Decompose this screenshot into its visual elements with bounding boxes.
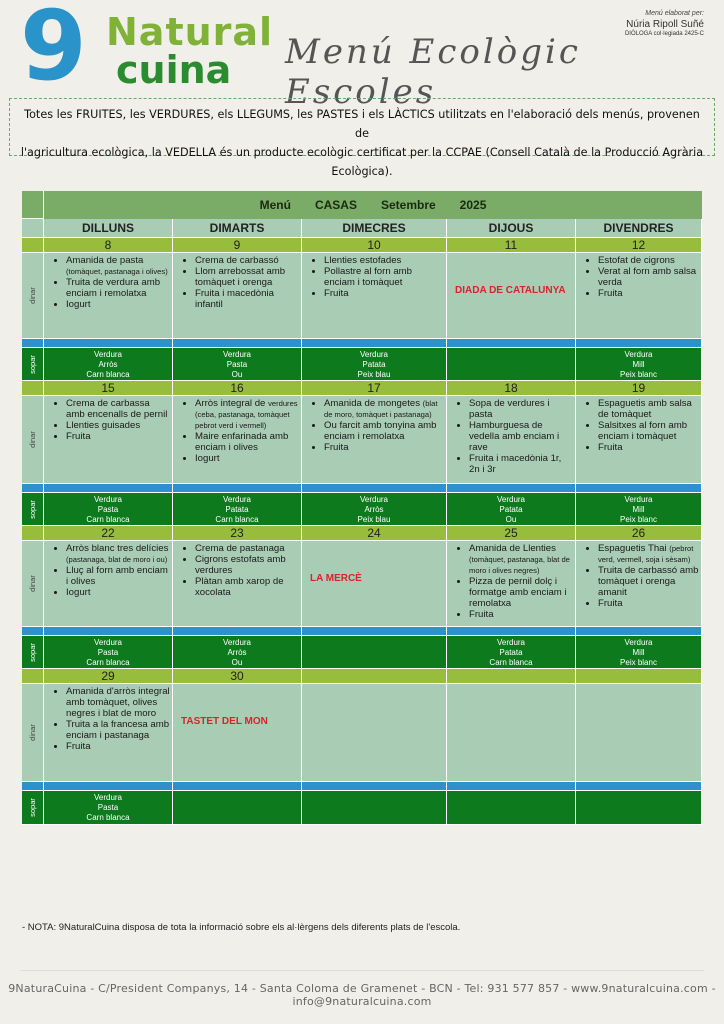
author-name: Núria Ripoll Suñé <box>626 18 704 30</box>
dinner-item: Carn blanca <box>86 658 130 667</box>
dish-name: Crema de pastanaga <box>195 543 285 554</box>
date-number <box>576 669 702 684</box>
date-number: 11 <box>447 238 576 253</box>
dish-list <box>447 396 575 475</box>
lunch-cell <box>302 396 447 484</box>
lunch-cell <box>302 253 447 339</box>
separator-cell <box>576 627 702 636</box>
row-side-label <box>22 636 44 669</box>
intro-notice <box>9 98 715 178</box>
dinner-cell <box>447 348 576 381</box>
dish-list <box>302 396 446 453</box>
separator-cell <box>447 782 576 791</box>
dinner-item: Verdura <box>93 495 123 504</box>
meal-label: sopar <box>27 499 37 519</box>
dish-name: Amanida de pasta <box>66 255 144 266</box>
meal-label: sopar <box>27 642 37 662</box>
dish-item <box>66 565 170 587</box>
dish-item <box>66 299 170 310</box>
lunch-cell <box>44 684 173 782</box>
page-title: Menú Ecològic Escoles <box>285 32 581 112</box>
separator-bar <box>22 782 702 791</box>
dish-name: Espaguetis amb salsa de tomàquet <box>598 398 692 420</box>
separator-bar <box>22 339 702 348</box>
logo-nine: 9 <box>20 0 87 102</box>
dinner-cell <box>302 493 447 526</box>
dish-item <box>195 288 299 310</box>
dish-item <box>598 565 699 598</box>
dish-list <box>44 396 172 442</box>
separator-cell <box>302 627 447 636</box>
dish-name: Truita de carbassó amb tomàquet i orenga amanit <box>598 565 699 598</box>
dish-name: Fruita i macedònia infantil <box>195 288 274 310</box>
dish-name: Arròs blanc tres delícies <box>66 543 169 554</box>
dinner-item: Verdura <box>359 495 389 504</box>
dish-detail: (blat de moro, tomàquet i pastanaga) <box>324 399 438 419</box>
dish-item <box>324 288 444 299</box>
menu-label: Menú <box>259 198 291 212</box>
dish-name: Verat al forn amb salsa verda <box>598 266 697 288</box>
separator-bar <box>22 484 702 493</box>
author-credential: DIÒLOGA col·legiada 2425-C <box>624 31 704 38</box>
dish-item <box>598 543 699 565</box>
date-row <box>22 669 702 684</box>
date-number: 25 <box>447 526 576 541</box>
dish-name: Crema de carbassó <box>195 255 279 266</box>
separator-cell <box>22 782 44 791</box>
separator-cell <box>22 339 44 348</box>
separator-cell <box>44 782 173 791</box>
dinner-item: Ou <box>231 658 243 667</box>
dish-name: Pollastre al forn amb enciam i tomàquet <box>324 266 412 288</box>
lunch-cell <box>576 253 702 339</box>
menu-table <box>22 191 702 825</box>
date-row <box>22 381 702 396</box>
holiday-label: TASTET DEL MON <box>181 716 268 727</box>
dinner-item: Verdura <box>496 495 526 504</box>
dish-item <box>66 587 170 598</box>
dish-name: Iogurt <box>195 453 220 464</box>
dish-name: Pizza de pernil dolç i formatge amb enciam i remolatxa <box>469 576 567 609</box>
dinner-cell <box>302 791 447 825</box>
dinner-cell <box>576 493 702 526</box>
dinner-row <box>22 348 702 381</box>
row-side-label <box>22 669 44 684</box>
month-name: Setembre <box>380 198 436 212</box>
dinner-item: Pasta <box>97 803 119 812</box>
separator-cell <box>302 484 447 493</box>
date-number: 22 <box>44 526 173 541</box>
dish-name: Amanida de mongetes <box>324 398 420 409</box>
dish-name: Truita de verdura amb enciam i remolatxa <box>66 277 161 299</box>
dinner-item: Verdura <box>222 638 252 647</box>
weekday-header-row <box>22 219 702 238</box>
dish-name: Lluç al forn amb enciam i olives <box>66 565 168 587</box>
dish-item <box>66 420 170 431</box>
meal-label: dinar <box>28 724 37 741</box>
dish-name: Llom arrebossat amb tomàquet i orenga <box>195 266 286 288</box>
date-number: 10 <box>302 238 447 253</box>
dinner-item: Pasta <box>226 360 248 369</box>
dinner-item: Carn blanca <box>215 515 259 524</box>
date-number: 18 <box>447 381 576 396</box>
date-number: 12 <box>576 238 702 253</box>
dinner-item: Patata <box>499 505 523 514</box>
date-row <box>22 238 702 253</box>
dinner-row <box>22 791 702 825</box>
dish-name: Fruita <box>469 609 494 620</box>
dinner-cell <box>576 636 702 669</box>
lunch-cell <box>173 684 302 782</box>
lunch-cell <box>173 396 302 484</box>
separator-cell <box>44 339 173 348</box>
date-number <box>447 669 576 684</box>
dish-item <box>324 266 444 288</box>
dinner-item: Peix blanc <box>620 370 657 379</box>
dish-list <box>173 253 301 310</box>
dinner-cell <box>302 636 447 669</box>
dish-name: Cigrons estofats amb verdures <box>195 554 286 576</box>
separator-bar <box>22 627 702 636</box>
dish-detail: (tomàquet, pastanaga, blat de moro i olives negres) <box>469 555 570 575</box>
row-side-label <box>22 526 44 541</box>
dinner-item: Verdura <box>624 350 653 359</box>
dinner-item: Patata <box>225 505 249 514</box>
dish-name: Fruita i macedònia 1r, 2n i 3r <box>469 453 562 475</box>
dinner-item: Mill <box>632 505 645 514</box>
dish-item <box>469 398 573 420</box>
dish-item <box>469 453 573 475</box>
date-number: 24 <box>302 526 447 541</box>
separator-cell <box>173 782 302 791</box>
date-number: 16 <box>173 381 302 396</box>
dinner-item: Verdura <box>93 638 123 647</box>
lunch-cell <box>173 541 302 627</box>
lunch-row <box>22 253 702 339</box>
lunch-cell <box>576 684 702 782</box>
dinner-item: Peix blau <box>357 515 391 524</box>
dish-list <box>44 541 172 598</box>
dinner-item: Arròs <box>227 648 247 657</box>
corner-cell <box>22 219 44 238</box>
dinner-item: Verdura <box>93 350 123 359</box>
lunch-cell <box>447 253 576 339</box>
weekday-header: DIVENDRES <box>576 219 702 238</box>
lunch-cell <box>44 253 173 339</box>
dish-item <box>66 255 170 277</box>
dish-name: Estofat de cigrons <box>598 255 675 266</box>
dish-item <box>195 543 299 554</box>
dinner-item: Verdura <box>624 638 653 647</box>
dinner-item: Verdura <box>93 793 123 802</box>
dish-item <box>195 576 299 598</box>
dish-item <box>469 576 573 609</box>
weekday-header: DIJOUS <box>447 219 576 238</box>
dinner-cell <box>576 348 702 381</box>
date-number: 30 <box>173 669 302 684</box>
intro-line-1: Totes les FRUITES, les VERDURES, els LLEGUMS, les PASTES i els LÀCTICS utilitzats en l'elaboració dels menús, provenen de <box>24 108 700 140</box>
dish-name: Fruita <box>324 442 349 453</box>
separator-cell <box>173 484 302 493</box>
dinner-cell <box>44 636 173 669</box>
date-number: 23 <box>173 526 302 541</box>
dish-item <box>195 266 299 288</box>
separator-cell <box>576 484 702 493</box>
separator-cell <box>302 339 447 348</box>
dinner-cell <box>44 348 173 381</box>
meal-label: dinar <box>28 431 37 448</box>
dinner-item: Patata <box>362 360 386 369</box>
dinner-item: Pasta <box>97 505 119 514</box>
dish-item <box>195 554 299 576</box>
separator-cell <box>447 627 576 636</box>
dish-name: Amanida d'arròs integral amb tomàquet, olives negres i blat de moro <box>66 686 170 719</box>
dinner-row <box>22 493 702 526</box>
dinner-item: Mill <box>632 360 645 369</box>
logo-cuina: cuina <box>116 48 232 92</box>
row-side-label <box>22 684 44 782</box>
separator-cell <box>576 782 702 791</box>
dinner-cell <box>173 348 302 381</box>
date-row <box>22 526 702 541</box>
row-side-label <box>22 238 44 253</box>
dish-name: Iogurt <box>66 587 91 598</box>
dish-item <box>598 266 699 288</box>
dish-name: Plàtan amb xarop de xocolata <box>195 576 284 598</box>
dish-name: Arròs integral de <box>195 398 266 409</box>
brand-logo <box>20 0 274 102</box>
meal-label: dinar <box>28 575 37 592</box>
dinner-item: Ou <box>231 370 243 379</box>
dish-item <box>469 420 573 453</box>
allergen-note: - NOTA: 9NaturalCuina disposa de tota la informació sobre els al·lèrgens dels diferents plats de l'escola. <box>22 922 461 933</box>
separator-cell <box>447 484 576 493</box>
dish-item <box>195 453 299 464</box>
dinner-item: Carn blanca <box>86 813 130 822</box>
intro-line-2: l'agricultura ecològica, la VEDELLA és un producte ecològic certificat per la CCPAE (Consell Català de la Producció Agrària Ecològica). <box>20 146 704 178</box>
row-side-label <box>22 493 44 526</box>
date-number: 29 <box>44 669 173 684</box>
dish-name: Llenties estofades <box>324 255 402 266</box>
dish-name: Fruita <box>598 598 623 609</box>
separator-cell <box>22 484 44 493</box>
holiday-label: LA MERCÈ <box>310 573 362 584</box>
dish-item <box>469 609 573 620</box>
year: 2025 <box>459 198 487 212</box>
dinner-item: Verdura <box>222 495 252 504</box>
dish-item <box>598 255 699 266</box>
dish-name: Amanida de Llenties <box>469 543 556 554</box>
dish-item <box>195 255 299 266</box>
dish-item <box>598 598 699 609</box>
date-number: 9 <box>173 238 302 253</box>
row-side-label <box>22 348 44 381</box>
dish-name: Hamburguesa de vedella amb enciam i rave <box>469 420 560 453</box>
date-number: 8 <box>44 238 173 253</box>
separator-cell <box>173 339 302 348</box>
lunch-cell <box>447 541 576 627</box>
dish-list <box>44 684 172 752</box>
meal-label: sopar <box>27 798 37 817</box>
dish-item <box>324 420 444 442</box>
dinner-item: Peix blanc <box>620 658 657 667</box>
dish-item <box>66 431 170 442</box>
author-caption: Menú elaborat per: <box>645 10 704 17</box>
dish-item <box>469 543 573 576</box>
lunch-cell <box>447 684 576 782</box>
footer-contact: 9NaturaCuina - C/President Companys, 14 - Santa Coloma de Gramenet - BCN - Tel: 931 577 857 - www.9naturalcuina.com - info@9naturalcuina.com <box>8 982 716 1008</box>
dinner-cell <box>173 636 302 669</box>
dish-list <box>576 541 701 609</box>
lunch-cell <box>302 541 447 627</box>
separator-cell <box>22 627 44 636</box>
lunch-cell <box>576 541 702 627</box>
lunch-cell <box>44 396 173 484</box>
dish-item <box>324 398 444 420</box>
dish-name: Crema de carbassa amb encenalls de pernil <box>66 398 168 420</box>
dish-item <box>195 431 299 453</box>
dinner-cell <box>44 791 173 825</box>
dinner-item: Pasta <box>97 648 119 657</box>
dish-detail: verdures (ceba, pastanaga, tomàquet pebrot verd i vermell) <box>195 399 298 430</box>
row-side-label <box>22 396 44 484</box>
dish-name: Sopa de verdures i pasta <box>469 398 550 420</box>
meal-label: dinar <box>28 287 37 304</box>
date-number: 15 <box>44 381 173 396</box>
dinner-cell <box>173 493 302 526</box>
row-side-label <box>22 541 44 627</box>
dish-item <box>598 442 699 453</box>
lunch-cell <box>173 253 302 339</box>
lunch-cell <box>302 684 447 782</box>
separator-cell <box>173 627 302 636</box>
separator-cell <box>302 782 447 791</box>
dinner-item: Verdura <box>222 350 252 359</box>
dish-list <box>576 253 701 299</box>
lunch-cell <box>447 396 576 484</box>
lunch-cell <box>44 541 173 627</box>
separator-cell <box>576 339 702 348</box>
dish-detail: (pebrot verd, vermell, soja i sèsam) <box>598 544 694 564</box>
dish-item <box>598 288 699 299</box>
dinner-cell <box>173 791 302 825</box>
dinner-cell <box>447 493 576 526</box>
dish-list <box>576 396 701 453</box>
dinner-row <box>22 636 702 669</box>
dish-name: Iogurt <box>66 299 91 310</box>
weekday-header: DIMECRES <box>302 219 447 238</box>
dinner-cell <box>447 636 576 669</box>
dish-name: Fruita <box>598 442 623 453</box>
dinner-item: Ou <box>505 515 517 524</box>
dinner-item: Mill <box>632 648 645 657</box>
dish-name: Maire enfarinada amb enciam i olives <box>195 431 289 453</box>
dinner-item: Verdura <box>359 350 389 359</box>
separator-cell <box>44 627 173 636</box>
row-side-label <box>22 253 44 339</box>
dinner-item: Verdura <box>496 638 526 647</box>
dish-item <box>598 398 699 420</box>
lunch-row <box>22 396 702 484</box>
dish-item <box>66 719 170 741</box>
dish-name: Salsitxes al forn amb enciam i tomàquet <box>598 420 688 442</box>
corner-cell <box>22 191 44 219</box>
dish-name: Llenties guisades <box>66 420 141 431</box>
author-block <box>625 10 704 39</box>
date-number: 19 <box>576 381 702 396</box>
dish-detail: (pastanaga, blat de moro i ou) <box>66 555 168 564</box>
table-title <box>44 191 702 219</box>
dinner-item: Patata <box>499 648 523 657</box>
row-side-label <box>22 791 44 825</box>
dish-item <box>66 543 170 565</box>
dinner-cell <box>302 348 447 381</box>
dinner-item: Peix blanc <box>620 515 657 524</box>
dish-list <box>447 541 575 620</box>
dish-name: Fruita <box>324 288 349 299</box>
lunch-row <box>22 684 702 782</box>
footer-divider <box>20 970 704 971</box>
holiday-label: DIADA DE CATALUNYA <box>455 285 566 296</box>
date-number <box>302 669 447 684</box>
dinner-item: Carn blanca <box>489 658 533 667</box>
dish-item <box>195 398 299 431</box>
weekday-header: DILLUNS <box>44 219 173 238</box>
dish-detail: (tomàquet, pastanaga i olives) <box>66 267 168 276</box>
dish-item <box>66 398 170 420</box>
logo-natural: Natural <box>106 10 274 54</box>
dish-item <box>66 741 170 752</box>
dish-name: Truita a la francesa amb enciam i pastanaga <box>66 719 170 741</box>
dish-item <box>598 420 699 442</box>
dinner-cell <box>576 791 702 825</box>
dish-item <box>66 686 170 719</box>
separator-cell <box>447 339 576 348</box>
table-title-row <box>22 191 702 219</box>
dish-name: Fruita <box>598 288 623 299</box>
dish-item <box>324 255 444 266</box>
dinner-item: Carn blanca <box>86 515 130 524</box>
weekday-header: DIMARTS <box>173 219 302 238</box>
dinner-cell <box>44 493 173 526</box>
dinner-item: Verdura <box>624 495 653 504</box>
dish-item <box>324 442 444 453</box>
dish-list <box>173 396 301 464</box>
dinner-item: Peix blau <box>357 370 391 379</box>
meal-label: sopar <box>27 354 37 374</box>
dish-item <box>66 277 170 299</box>
dish-list <box>44 253 172 310</box>
date-number: 26 <box>576 526 702 541</box>
dish-list <box>173 541 301 598</box>
school-name: CASAS <box>314 198 357 212</box>
dinner-cell <box>447 791 576 825</box>
dish-name: Fruita <box>66 431 91 442</box>
row-side-label <box>22 381 44 396</box>
dish-name: Fruita <box>66 741 91 752</box>
dinner-item: Carn blanca <box>86 370 130 379</box>
date-number: 17 <box>302 381 447 396</box>
separator-cell <box>44 484 173 493</box>
dinner-item: Arròs <box>98 360 118 369</box>
dish-name: Espaguetis Thai <box>598 543 667 554</box>
dish-list <box>302 253 446 299</box>
lunch-row <box>22 541 702 627</box>
dish-name: Ou farcit amb tonyina amb enciam i remolatxa <box>324 420 437 442</box>
lunch-cell <box>576 396 702 484</box>
dinner-item: Arròs <box>364 505 384 514</box>
